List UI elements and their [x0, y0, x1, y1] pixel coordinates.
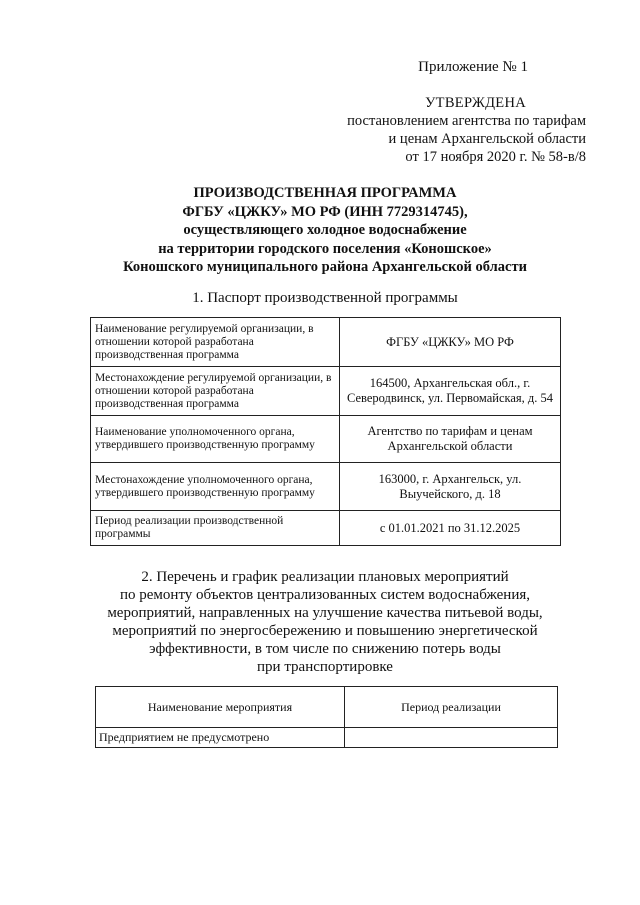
title-line: осуществляющего холодное водоснабжение	[183, 222, 467, 238]
section-2-heading	[90, 568, 560, 676]
approval-line: постановлением агентства по тарифам	[347, 113, 586, 129]
passport-label: Период реализации производственной программы	[91, 511, 340, 546]
approval-line: и ценам Архангельской области	[388, 131, 586, 147]
passport-label: Местонахождение уполномоченного органа, утвердившего производственную программу	[91, 463, 340, 511]
passport-value: с 01.01.2021 по 31.12.2025	[340, 511, 561, 546]
section-2-line: 2. Перечень и график реализации плановых мероприятий	[141, 569, 509, 585]
passport-value: ФГБУ «ЦЖКУ» МО РФ	[340, 318, 561, 367]
section-2-line: эффективности, в том числе по снижению потерь воды	[149, 641, 501, 657]
event-period-cell	[345, 728, 558, 748]
passport-table	[90, 317, 561, 546]
passport-label: Наименование уполномоченного органа, утвердившего производственную программу	[91, 416, 340, 463]
section-2-line: по ремонту объектов централизованных систем водоснабжения,	[119, 587, 530, 603]
section-2-line: мероприятий по энергосбережению и повышению энергетической	[112, 623, 538, 639]
passport-value: Агентство по тарифам и ценам Архангельской области	[340, 416, 561, 463]
table-row	[91, 416, 561, 463]
approval-line: от 17 ноября 2020 г. № 58-в/8	[405, 149, 586, 165]
events-table	[95, 686, 558, 748]
column-header-period: Период реализации	[345, 687, 558, 728]
title-line: Коношского муниципального района Архангельской области	[123, 259, 527, 275]
passport-value: 163000, г. Архангельск, ул. Выучейского, д. 18	[340, 463, 561, 511]
section-1-heading: 1. Паспорт производственной программы	[192, 290, 458, 306]
table-header-row	[96, 687, 558, 728]
table-row	[91, 318, 561, 367]
title-line: ФГБУ «ЦЖКУ» МО РФ (ИНН 7729314745),	[182, 203, 468, 220]
table-row	[91, 367, 561, 416]
document-title	[90, 184, 560, 277]
approval-heading: УТВЕРЖДЕНА	[425, 95, 526, 111]
table-row	[96, 728, 558, 748]
table-row	[91, 511, 561, 546]
event-name-cell: Предприятием не предусмотрено	[96, 728, 345, 748]
passport-label: Местонахождение регулируемой организации, в отношении которой разработана производственная программа	[91, 367, 340, 416]
section-2-line: при транспортировке	[257, 659, 393, 675]
passport-label: Наименование регулируемой организации, в отношении которой разработана производственная программа	[91, 318, 340, 367]
column-header-event-name: Наименование мероприятия	[96, 687, 345, 728]
section-2-line: мероприятий, направленных на улучшение качества питьевой воды,	[107, 605, 543, 621]
title-line: на территории городского поселения «Коношское»	[158, 240, 492, 257]
approval-block	[266, 94, 586, 166]
table-row	[91, 463, 561, 511]
passport-value: 164500, Архангельская обл., г. Северодвинск, ул. Первомайская, д. 54	[340, 367, 561, 416]
title-line: ПРОИЗВОДСТВЕННАЯ ПРОГРАММА	[193, 185, 457, 201]
appendix-label: Приложение № 1	[418, 59, 528, 75]
